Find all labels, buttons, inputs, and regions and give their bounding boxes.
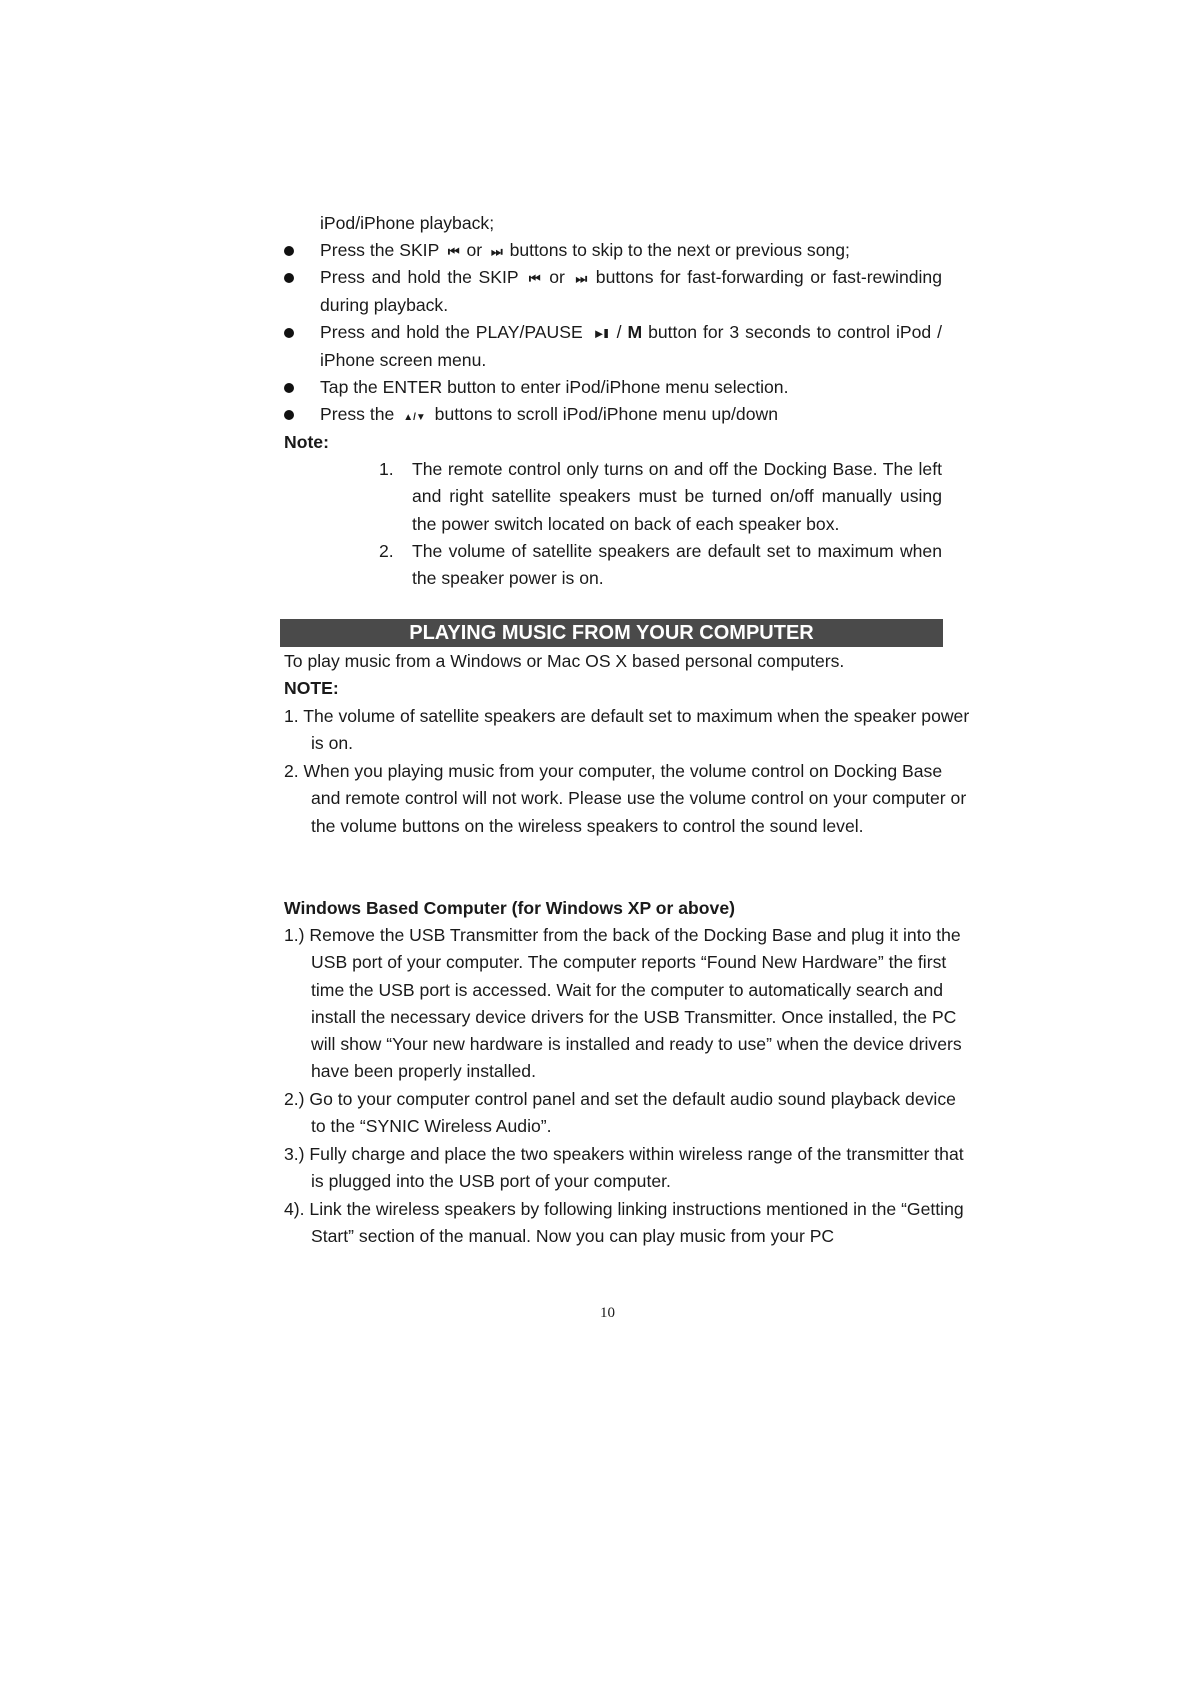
text: Tap the ENTER button to enter iPod/iPhone menu selection. xyxy=(320,377,789,397)
note-item xyxy=(379,456,942,538)
step-item: 2.) Go to your computer control panel and set the default audio sound playback device to the “SYNIC Wireless Audio”. xyxy=(284,1089,956,1137)
note-label: Note: xyxy=(284,432,329,452)
text: or xyxy=(542,267,572,287)
intro-text: To play music from a Windows or Mac OS X based personal computers. xyxy=(284,651,845,671)
text: M xyxy=(627,322,643,342)
page-number: 10 xyxy=(600,1305,615,1321)
note-item xyxy=(379,538,942,593)
text: Press the xyxy=(320,404,400,424)
bullet-icon xyxy=(284,328,294,338)
text: buttons to scroll iPod/iPhone menu up/down xyxy=(429,404,778,424)
text: Press and hold the PLAY/PAUSE xyxy=(320,322,589,342)
windows-heading: Windows Based Computer (for Windows XP or above) xyxy=(284,898,735,918)
bullet-item xyxy=(284,237,942,265)
note-number: 1. xyxy=(379,459,394,479)
play-pause-icon: ►II xyxy=(592,326,607,341)
section-title: PLAYING MUSIC FROM YOUR COMPUTER xyxy=(280,619,943,647)
step-item: 4). Link the wireless speakers by following linking instructions mentioned in the “Getting Start” section of the manual. Now you can play music from your PC xyxy=(284,1199,964,1247)
bullet-item xyxy=(284,401,942,431)
bullet-item xyxy=(284,319,942,375)
step-item: 3.) Fully charge and place the two speakers within wireless range of the transmitter that is plugged into the USB port of your computer. xyxy=(284,1144,964,1192)
text: / xyxy=(610,322,628,342)
step-item: 1.) Remove the USB Transmitter from the back of the Docking Base and plug it into the USB port of your computer. The computer reports “Found New Hardware” the first time the USB port is accessed. Wait for the computer to automatically search and install the necessary device drivers for the USB Transmitter. Once installed, the PC will show “Your new hardware is installed and ready to use” when the device drivers have been properly installed. xyxy=(284,925,962,1082)
note-label: NOTE: xyxy=(284,678,339,698)
text: Press and hold the SKIP xyxy=(320,267,525,287)
text: button for 3 seconds to control iPod / iPhone screen menu. xyxy=(320,322,942,371)
skip-forward-icon: ⏭ xyxy=(575,271,586,286)
bullet-icon xyxy=(284,410,294,420)
continuation-text: iPod/iPhone playback; xyxy=(320,213,495,233)
note-item: 2. When you playing music from your computer, the volume control on Docking Base and remote control will not work. Please use the volume control on your computer or the volume buttons on the wireless speakers to control the sound level. xyxy=(284,761,967,836)
skip-back-icon: ⏮ xyxy=(447,244,458,259)
skip-back-icon: ⏮ xyxy=(528,271,539,286)
text: Press the SKIP xyxy=(320,240,444,260)
bullet-item xyxy=(284,374,942,401)
note-text: The remote control only turns on and off the Docking Base. The left and right satellite speakers must be turned on/off manually using the power switch located on back of each speaker box. xyxy=(412,459,942,534)
note-number: 2. xyxy=(379,541,394,561)
bullet-icon xyxy=(284,246,294,256)
note-text: The volume of satellite speakers are default set to maximum when the speaker power is on. xyxy=(412,541,942,589)
skip-forward-icon: ⏭ xyxy=(491,244,501,259)
bullet-item xyxy=(284,264,942,320)
text: or xyxy=(461,240,487,260)
note-item: 1. The volume of satellite speakers are default set to maximum when the speaker power is on. xyxy=(284,706,970,754)
up-down-arrow-icon: ▲/▼ xyxy=(403,412,426,423)
bullet-icon xyxy=(284,383,294,393)
text: buttons to skip to the next or previous song; xyxy=(504,240,850,260)
bullet-icon xyxy=(284,273,294,283)
text: buttons for fast-forwarding or fast-rewinding during playback. xyxy=(320,267,943,316)
